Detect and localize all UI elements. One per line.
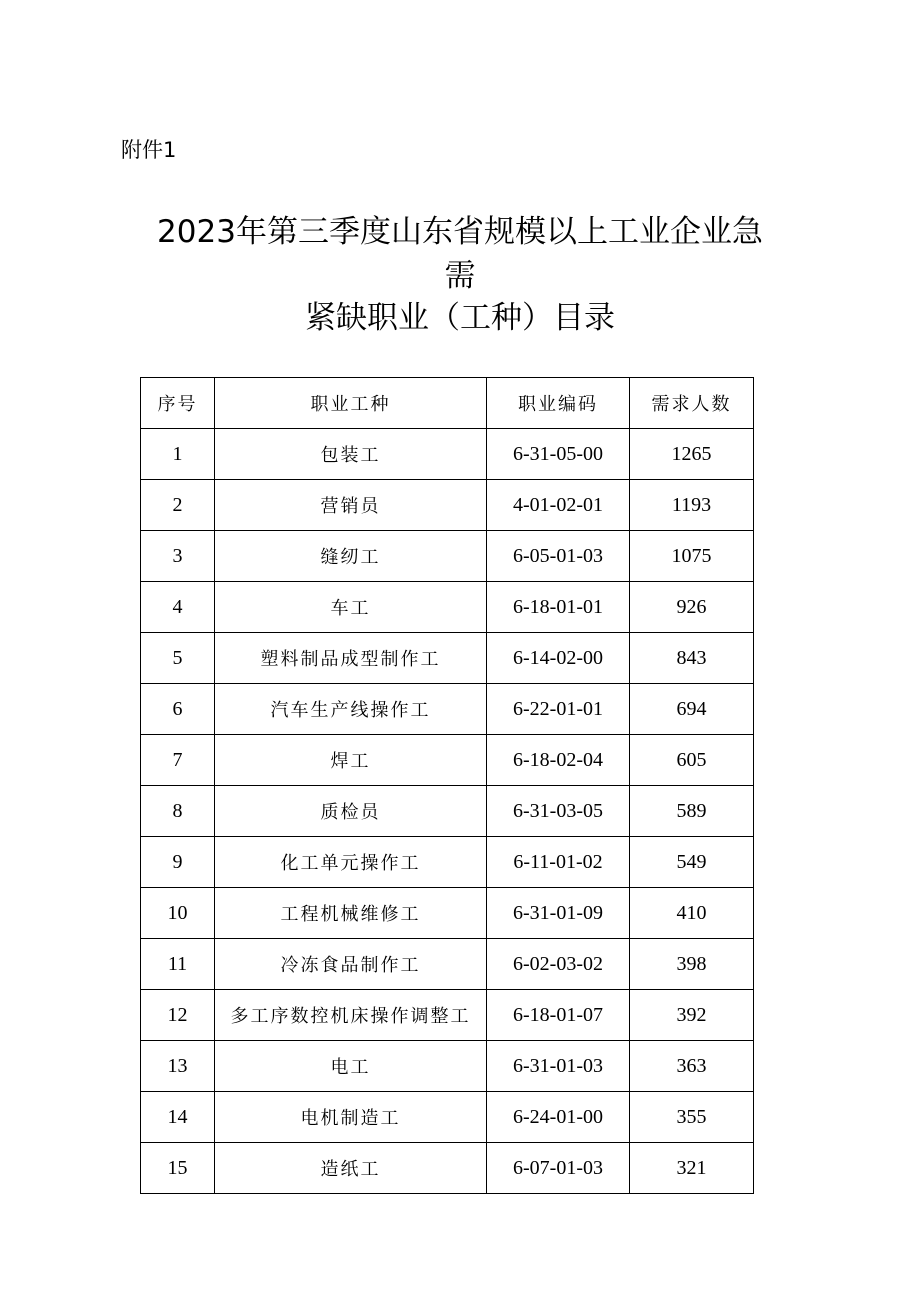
header-occupation-code: 职业编码: [487, 378, 630, 429]
table-row: [141, 1143, 754, 1194]
cell-demand-count: 1265: [630, 429, 754, 480]
cell-demand-count: 605: [630, 735, 754, 786]
occupation-catalog-table: [140, 377, 754, 1194]
cell-occupation: 电工: [215, 1041, 487, 1092]
cell-demand-count: 1075: [630, 531, 754, 582]
cell-demand-count: 589: [630, 786, 754, 837]
table-body: [141, 429, 754, 1194]
cell-demand-count: 392: [630, 990, 754, 1041]
cell-serial-number: 2: [141, 480, 215, 531]
table-row: [141, 990, 754, 1041]
document-title-line-3: 紧缺职业（工种）目录: [305, 300, 615, 336]
table-row: [141, 582, 754, 633]
cell-occupation-code: 6-14-02-00: [487, 633, 630, 684]
cell-demand-count: 843: [630, 633, 754, 684]
cell-occupation: 造纸工: [215, 1143, 487, 1194]
cell-demand-count: 926: [630, 582, 754, 633]
cell-occupation: 缝纫工: [215, 531, 487, 582]
cell-serial-number: 4: [141, 582, 215, 633]
cell-demand-count: 355: [630, 1092, 754, 1143]
cell-occupation-code: 6-18-01-07: [487, 990, 630, 1041]
table-row: [141, 633, 754, 684]
cell-occupation-code: 6-18-02-04: [487, 735, 630, 786]
table-header-row: [141, 378, 754, 429]
table-row: [141, 1041, 754, 1092]
cell-occupation-code: 6-11-01-02: [487, 837, 630, 888]
cell-serial-number: 14: [141, 1092, 215, 1143]
table-row: [141, 531, 754, 582]
cell-serial-number: 13: [141, 1041, 215, 1092]
cell-serial-number: 1: [141, 429, 215, 480]
cell-occupation-code: 6-31-03-05: [487, 786, 630, 837]
cell-occupation: 多工序数控机床操作调整工: [215, 990, 487, 1041]
cell-serial-number: 7: [141, 735, 215, 786]
table-row: [141, 684, 754, 735]
cell-occupation-code: 6-31-01-03: [487, 1041, 630, 1092]
cell-occupation-code: 6-18-01-01: [487, 582, 630, 633]
cell-serial-number: 15: [141, 1143, 215, 1194]
cell-demand-count: 321: [630, 1143, 754, 1194]
cell-serial-number: 12: [141, 990, 215, 1041]
cell-demand-count: 398: [630, 939, 754, 990]
header-serial-number: 序号: [141, 378, 215, 429]
cell-occupation-code: 6-31-05-00: [487, 429, 630, 480]
cell-demand-count: 1193: [630, 480, 754, 531]
cell-occupation: 电机制造工: [215, 1092, 487, 1143]
header-occupation: 职业工种: [215, 378, 487, 429]
cell-occupation: 包装工: [215, 429, 487, 480]
cell-occupation: 工程机械维修工: [215, 888, 487, 939]
cell-demand-count: 694: [630, 684, 754, 735]
table-row: [141, 429, 754, 480]
cell-serial-number: 5: [141, 633, 215, 684]
cell-demand-count: 410: [630, 888, 754, 939]
table-row: [141, 939, 754, 990]
cell-occupation-code: 4-01-02-01: [487, 480, 630, 531]
cell-occupation-code: 6-22-01-01: [487, 684, 630, 735]
cell-serial-number: 3: [141, 531, 215, 582]
attachment-label: 附件1: [121, 138, 177, 162]
cell-occupation: 营销员: [215, 480, 487, 531]
table-row: [141, 735, 754, 786]
cell-occupation: 塑料制品成型制作工: [215, 633, 487, 684]
cell-occupation-code: 6-24-01-00: [487, 1092, 630, 1143]
cell-demand-count: 549: [630, 837, 754, 888]
cell-occupation-code: 6-02-03-02: [487, 939, 630, 990]
cell-serial-number: 11: [141, 939, 215, 990]
cell-occupation-code: 6-05-01-03: [487, 531, 630, 582]
cell-demand-count: 363: [630, 1041, 754, 1092]
cell-occupation: 汽车生产线操作工: [215, 684, 487, 735]
table-row: [141, 786, 754, 837]
cell-occupation-code: 6-07-01-03: [487, 1143, 630, 1194]
table-row: [141, 1092, 754, 1143]
cell-serial-number: 10: [141, 888, 215, 939]
cell-serial-number: 9: [141, 837, 215, 888]
cell-occupation: 化工单元操作工: [215, 837, 487, 888]
table-row: [141, 837, 754, 888]
document-title-line-2: 需: [444, 258, 476, 294]
table-row: [141, 480, 754, 531]
document-title-line-1: 2023年第三季度山东省规模以上工业企业急: [157, 214, 763, 250]
cell-serial-number: 6: [141, 684, 215, 735]
cell-occupation: 车工: [215, 582, 487, 633]
header-demand-count: 需求人数: [630, 378, 754, 429]
cell-occupation: 冷冻食品制作工: [215, 939, 487, 990]
cell-serial-number: 8: [141, 786, 215, 837]
cell-occupation-code: 6-31-01-09: [487, 888, 630, 939]
cell-occupation: 焊工: [215, 735, 487, 786]
table-row: [141, 888, 754, 939]
cell-occupation: 质检员: [215, 786, 487, 837]
